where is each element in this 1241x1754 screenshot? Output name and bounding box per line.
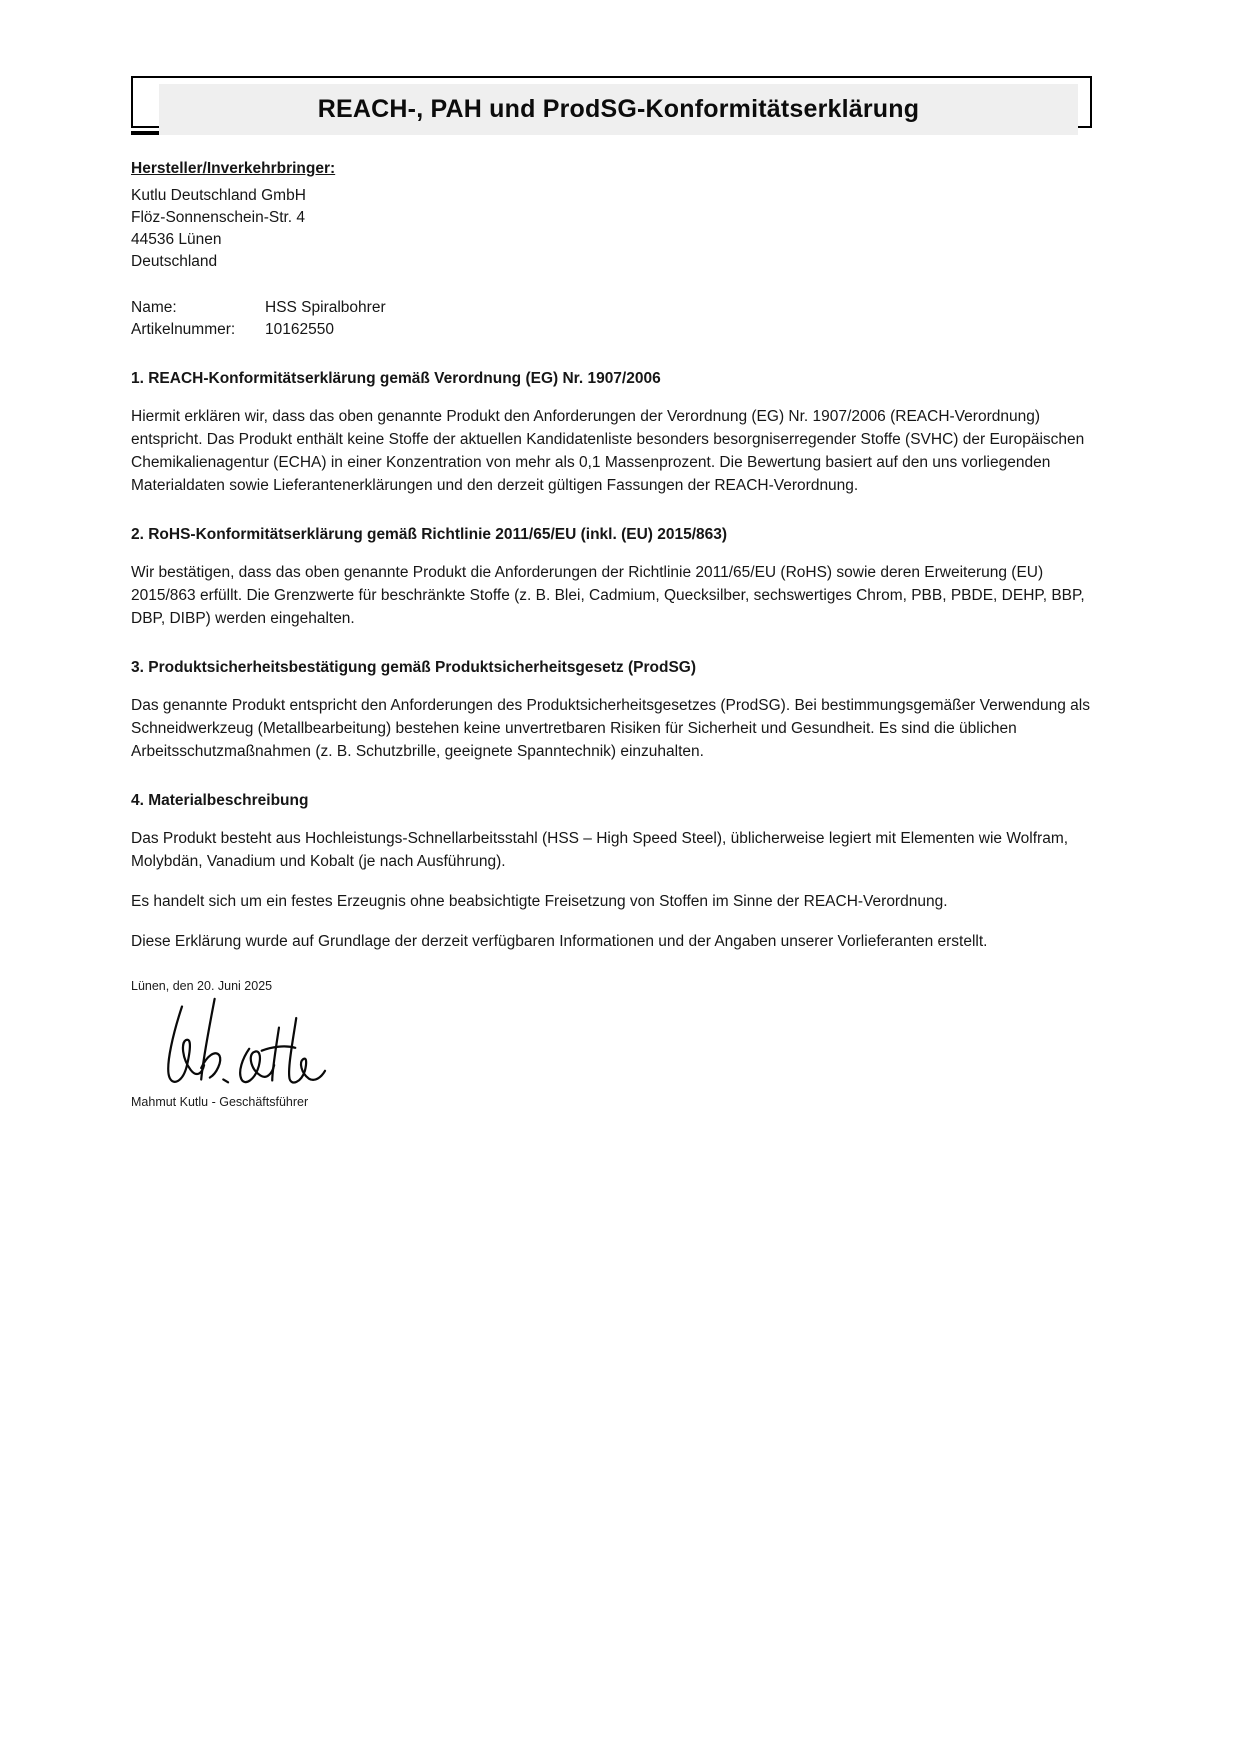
section-paragraph: Hiermit erklären wir, dass das oben genannte Produkt den Anforderungen der Verordnung (EG) Nr. 1907/2006 (REACH-Verordnung) entspricht. Das Produkt enthält keine Stoffe der aktuellen Kandidatenliste besonders besorgniserregender Stoffe (SVHC) der Europäischen Chemikalienagentur (ECHA) in einer Konzentration von mehr als 0,1 Massenprozent. Die Bewertung basiert auf den uns vorliegenden Materialdaten sowie Lieferantenerklärungen und den derzeit gültigen Fassungen der REACH-Verordnung. (131, 408, 1085, 494)
section-paragraph: Das Produkt besteht aus Hochleistungs-Schnellarbeitsstahl (HSS – High Speed Steel), üblicherweise legiert mit Elementen wie Wolfram, Molybdän, Vanadium und Kobalt (je nach Ausführung). (131, 830, 1069, 870)
product-article-label: Artikelnummer: (131, 321, 236, 338)
section-paragraph: Es handelt sich um ein festes Erzeugnis ohne beabsichtigte Freisetzung von Stoffen im Sinne der REACH-Verordnung. (131, 893, 948, 910)
date-place-line: Lünen, den 20. Juni 2025 (131, 979, 273, 993)
signature-block (131, 979, 1092, 1109)
manufacturer-heading: Hersteller/Inverkehrbringer: (131, 160, 336, 177)
section-reach (131, 370, 1092, 497)
section-paragraph: Das genannte Produkt entspricht den Anforderungen des Produktsicherheitsgesetzes (ProdSG). Bei bestimmungsgemäßer Verwendung als Schneidwerkzeug (Metallbearbeitung) bestehen keine unvertretbaren Risiken für Sicherheit und Gesundheit. Es sind die üblichen Arbeitsschutzmaßnahmen (z. B. Schutzbrille, geeignete Spanntechnik) einzuhalten. (131, 697, 1090, 760)
product-name-row (131, 297, 1092, 319)
manufacturer-street: Flöz-Sonnenschein-Str. 4 (131, 209, 306, 226)
signer-name-title: Mahmut Kutlu - Geschäftsführer (131, 1095, 309, 1109)
page-title: REACH-, PAH und ProdSG-Konformitätserklärung (159, 84, 1078, 135)
handwritten-signature-icon (149, 995, 359, 1091)
manufacturer-block (131, 160, 1092, 273)
section-heading: 2. RoHS-Konformitätserklärung gemäß Richtlinie 2011/65/EU (inkl. (EU) 2015/863) (131, 526, 728, 543)
section-paragraph: Diese Erklärung wurde auf Grundlage der derzeit verfügbaren Informationen und der Angaben unserer Vorlieferanten erstellt. (131, 933, 988, 950)
section-material (131, 792, 1092, 953)
section-heading: 1. REACH-Konformitätserklärung gemäß Verordnung (EG) Nr. 1907/2006 (131, 370, 661, 387)
product-block (131, 297, 1092, 341)
document-content (131, 76, 1092, 1109)
product-article-value: 10162550 (265, 321, 334, 338)
manufacturer-city: 44536 Lünen (131, 231, 222, 248)
manufacturer-company: Kutlu Deutschland GmbH (131, 187, 306, 204)
section-rohs (131, 526, 1092, 630)
manufacturer-country: Deutschland (131, 253, 218, 270)
product-article-row (131, 319, 1092, 341)
section-paragraph: Wir bestätigen, dass das oben genannte Produkt die Anforderungen der Richtlinie 2011/65/EU (RoHS) sowie deren Erweiterung (EU) 2015/863 erfüllt. Die Grenzwerte für beschränkte Stoffe (z. B. Blei, Cadmium, Quecksilber, sechswertiges Chrom, PBB, PBDE, DEHP, BBP, DBP, DIBP) werden eingehalten. (131, 564, 1085, 627)
product-name-label: Name: (131, 299, 177, 316)
section-heading: 3. Produktsicherheitsbestätigung gemäß Produktsicherheitsgesetz (ProdSG) (131, 659, 697, 676)
product-name-value: HSS Spiralbohrer (265, 299, 386, 316)
title-banner-box (131, 76, 1092, 128)
section-heading: 4. Materialbeschreibung (131, 792, 309, 809)
section-prodsg (131, 659, 1092, 763)
